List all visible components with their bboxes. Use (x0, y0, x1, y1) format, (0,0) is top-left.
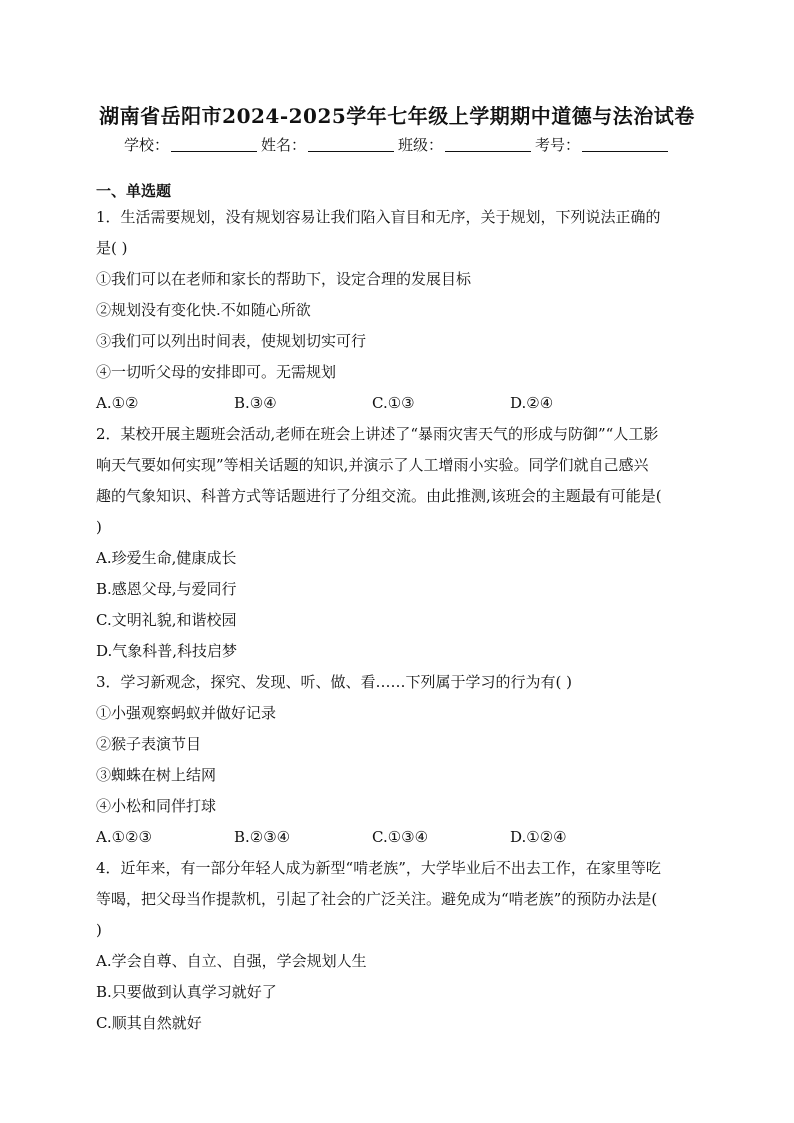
question-3-options (96, 822, 702, 853)
question-2-stem-line: 响天气要如何实现”等相关话题的知识,并演示了人工增雨小实验。同学们就自己感兴 (96, 456, 649, 474)
question-3-item: ④小松和同伴打球 (96, 797, 217, 815)
option-d[interactable]: D.气象科普,科技启梦 (96, 642, 238, 660)
question-4-stem-line: ) (96, 921, 102, 939)
school-blank[interactable] (171, 137, 257, 152)
option-a[interactable]: A.①② (96, 394, 139, 412)
exam-number-field (535, 134, 672, 156)
question-4-stem-line: 4．近年来，有一部分年轻人成为新型“啃老族”，大学毕业后不出去工作，在家里等吃 (96, 859, 661, 877)
option-c[interactable]: C.①③ (372, 394, 415, 412)
exam-title: 湖南省岳阳市2024-2025学年七年级上学期期中道德与法治试卷 (99, 104, 695, 128)
question-3 (96, 667, 702, 853)
option-b[interactable]: B.②③④ (234, 828, 291, 846)
option-a[interactable]: A.①②③ (96, 828, 152, 846)
question-4 (96, 853, 702, 1039)
exam-number-blank[interactable] (582, 137, 668, 152)
option-a[interactable]: A.珍爱生命,健康成长 (96, 549, 237, 567)
option-c[interactable]: C.文明礼貌,和谐校园 (96, 611, 237, 629)
option-b[interactable]: B.只要做到认真学习就好了 (96, 983, 277, 1001)
question-4-stem-line: 等喝，把父母当作提款机，引起了社会的广泛关注。避免成为“啃老族”的预防办法是( (96, 890, 658, 908)
name-field (261, 134, 398, 156)
question-1-item: ①我们可以在老师和家长的帮助下，设定合理的发展目标 (96, 270, 472, 288)
question-2 (96, 419, 702, 667)
option-d[interactable]: D.①②④ (510, 828, 567, 846)
section-title: 一、单选题 (96, 182, 172, 200)
question-1-item: ③我们可以列出时间表，使规划切实可行 (96, 332, 367, 350)
question-3-item: ②猴子表演节目 (96, 735, 202, 753)
student-info-row (124, 134, 684, 156)
school-label: 学校： (124, 136, 170, 154)
option-c[interactable]: C.顺其自然就好 (96, 1014, 202, 1032)
class-field (398, 134, 535, 156)
question-1-item: ④一切听父母的安排即可。无需规划 (96, 363, 337, 381)
question-3-item: ①小强观察蚂蚁并做好记录 (96, 704, 277, 722)
option-c[interactable]: C.①③④ (372, 828, 429, 846)
name-blank[interactable] (308, 137, 394, 152)
question-1-stem-line: 是( ) (96, 239, 128, 257)
exam-number-label: 考号： (535, 136, 581, 154)
question-3-stem-line: 3．学习新观念，探究、发现、听、做、看……下列属于学习的行为有( ) (96, 673, 573, 691)
exam-content (96, 180, 702, 1039)
option-b[interactable]: B.③④ (234, 394, 277, 412)
class-label: 班级： (398, 136, 444, 154)
question-2-stem-line: ) (96, 518, 102, 536)
question-1-stem-line: 1．生活需要规划，没有规划容易让我们陷入盲目和无序，关于规划，下列说法正确的 (96, 208, 661, 226)
question-1-item: ②规划没有变化快.不如随心所欲 (96, 301, 311, 319)
question-2-stem-line: 2．某校开展主题班会活动,老师在班会上讲述了“暴雨灾害天气的形成与防御”“人工影 (96, 425, 659, 443)
question-1-options (96, 388, 702, 419)
question-3-item: ③蜘蛛在树上结网 (96, 766, 217, 784)
option-b[interactable]: B.感恩父母,与爱同行 (96, 580, 237, 598)
question-2-stem-line: 趣的气象知识、科普方式等话题进行了分组交流。由此推测,该班会的主题最有可能是( (96, 487, 662, 505)
name-label: 姓名： (261, 136, 307, 154)
question-1 (96, 202, 702, 419)
class-blank[interactable] (445, 137, 531, 152)
school-field (124, 134, 261, 156)
option-a[interactable]: A.学会自尊、自立、自强，学会规划人生 (96, 952, 367, 970)
option-d[interactable]: D.②④ (510, 394, 554, 412)
